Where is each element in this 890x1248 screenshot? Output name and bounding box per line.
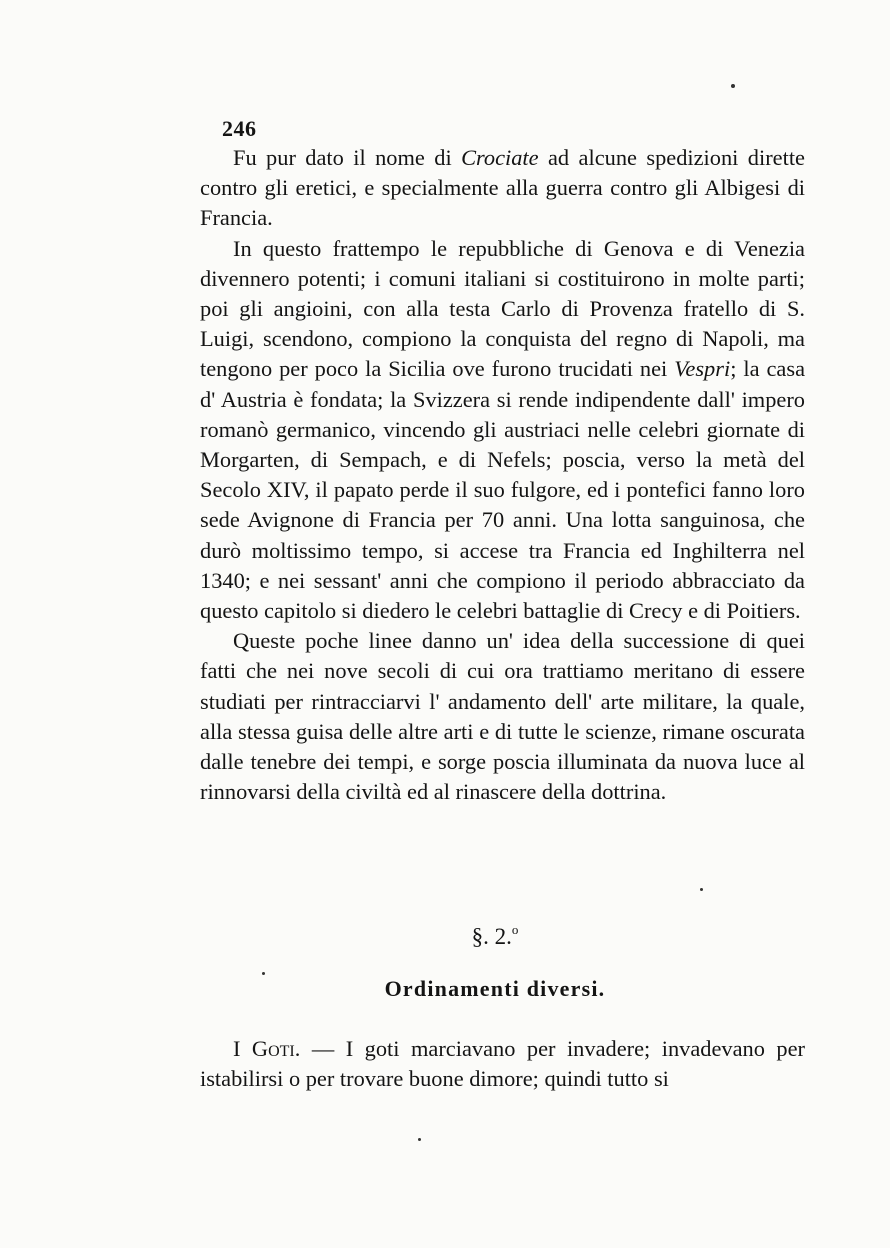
section-paragraph-1: [200, 1034, 805, 1094]
page-number: 246: [222, 116, 257, 141]
print-speck: [418, 1138, 421, 1141]
paragraph-3-text: Queste poche linee danno un' idea della successione di quei fatti che nei nove secoli di cui ora trattiamo meritano di essere studiati per rintracciarvi l' andamento dell' arte militare, la quale, alla stessa guisa delle altre arti e di tutte le scienze, rimane oscurata dalle tenebre dei tempi, e sorge poscia illuminata da nuova luce al rinnovarsi della civiltà ed al rinascere della dottrina.: [200, 628, 805, 805]
paragraph-2: [200, 234, 805, 627]
paragraph-1-text-a: Fu pur dato il nome di: [233, 145, 462, 170]
print-speck: [731, 84, 735, 88]
print-speck: [700, 888, 703, 891]
section-number-text: §. 2.: [471, 924, 512, 949]
main-text: [200, 143, 805, 807]
print-speck: [262, 972, 265, 975]
paragraph-1: [200, 143, 805, 234]
section-lead-heading: I Goti.: [233, 1036, 301, 1061]
section-text: [200, 1034, 805, 1094]
paragraph-2-italic: Vespri: [674, 356, 731, 382]
paragraph-1-italic: Crociate: [461, 145, 539, 170]
section-paragraph-1-text: — I goti marciavano per invadere; invadevano per istabilirsi o per trovare buone dimore; quindi tutto si: [200, 1036, 806, 1092]
paragraph-2-text-b: ; la casa d' Austria è fondata; la Svizzera si rende indipendente dall' impero romanò germanico, vincendo gli austriaci nelle celebri giornate di Morgarten, di Sempach, e di Nefels; poscia, verso la metà del Secolo XIV, il papato perde il suo fulgore, ed i pontefici fanno loro sede Avignone di Francia per 70 anni. Una lotta sanguinosa, che durò moltissimo tempo, si accese tra Francia ed Inghilterra nel 1340; e nei sessant' anni che compiono il periodo abbracciato da questo capitolo si diedero le celebri battaglie di Crecy e di Poitiers.: [200, 356, 806, 624]
section-title: Ordinamenti diversi.: [384, 976, 606, 1001]
section-number: [0, 924, 890, 950]
section-number-sup: o: [511, 922, 519, 937]
paragraph-2-text-a: In questo frattempo le repubbliche di Genova e di Venezia divennero potenti; i comuni italiani si costituirono in molte parti; poi gli angioini, con alla testa Carlo di Provenza fratello di S. Luigi, scendono, compiono la conquista del regno di Napoli, ma tengono per poco la Sicilia ove furono trucidati nei: [200, 235, 805, 382]
paragraph-3: [200, 626, 805, 807]
paragraph-1-text-b: ad alcune spedizioni dirette contro gli eretici, e specialmente alla guerra contro gli Albigesi di Francia.: [200, 145, 805, 231]
